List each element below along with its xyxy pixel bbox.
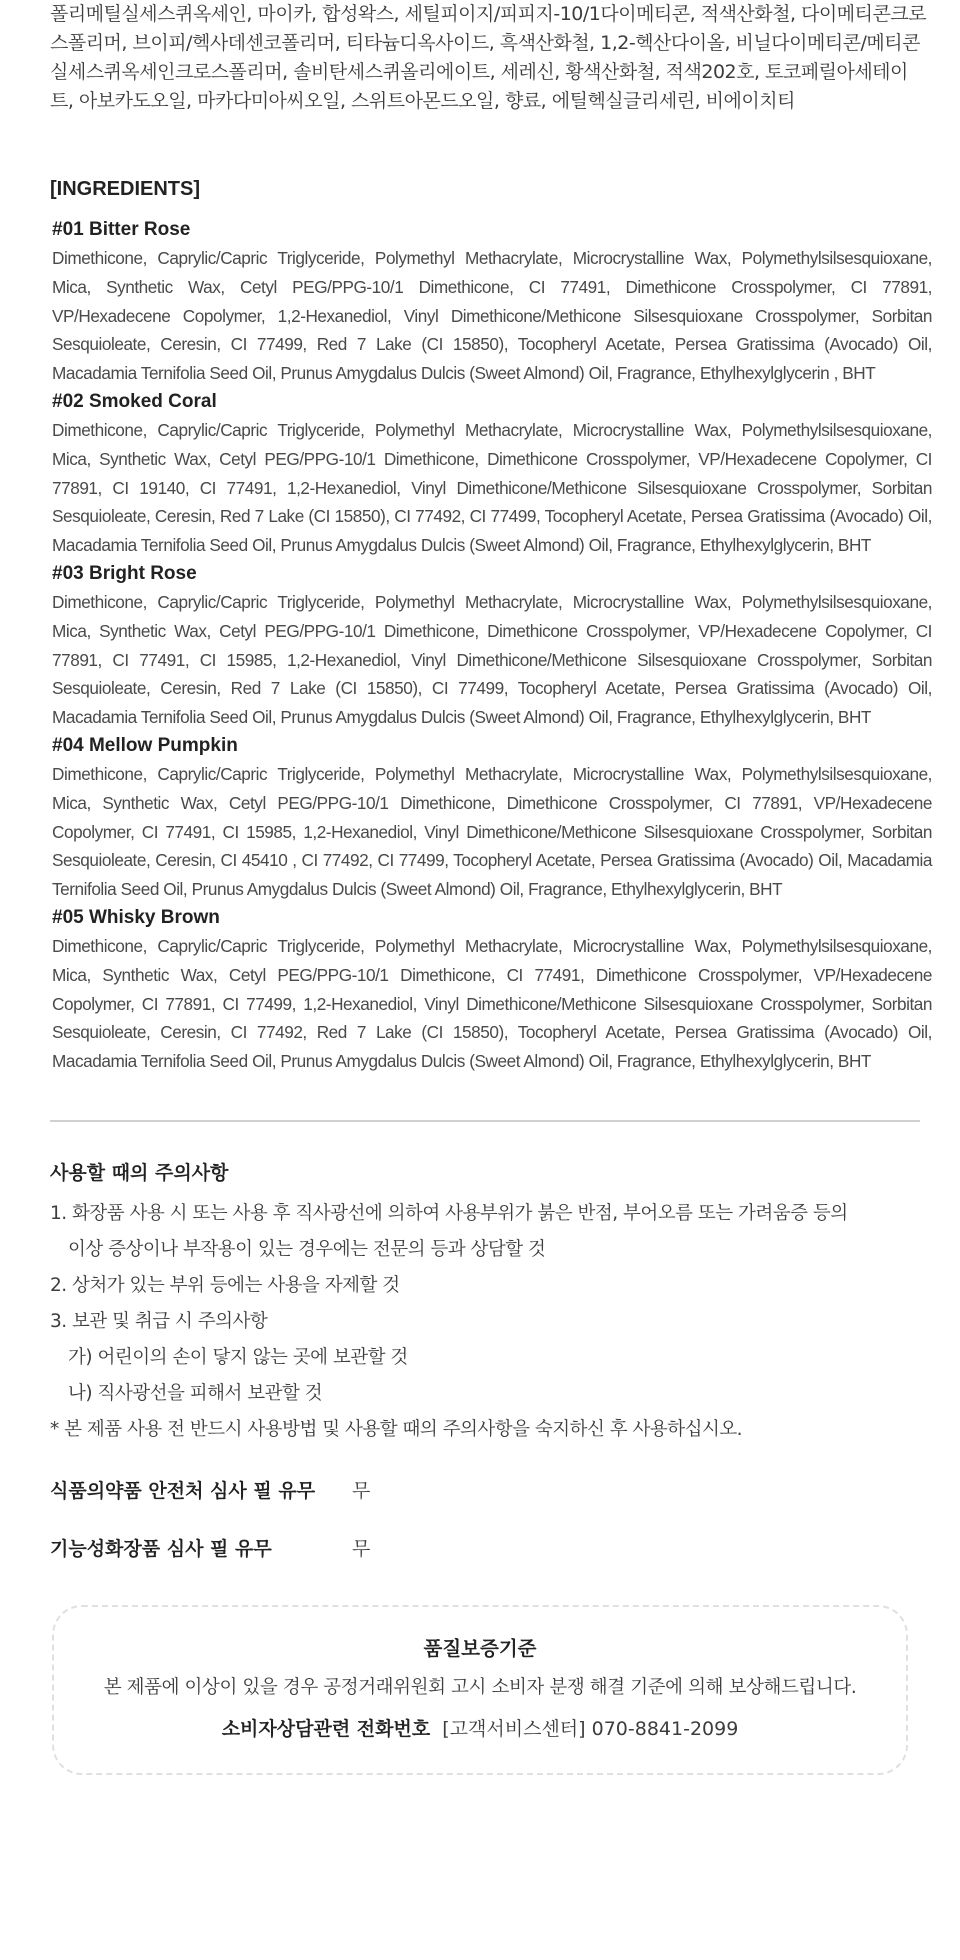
contact-label: 소비자상담관련 전화번호 <box>221 1718 431 1740</box>
precaution-note: * 본 제품 사용 전 반드시 사용방법 및 사용할 때의 주의사항을 숙지하신 후 사용하십시오. <box>50 1419 743 1440</box>
product-ingredients: Dimethicone, Caprylic/Capric Triglyceride, Polymethyl Methacrylate, Microcrystalline Wax, Polymethylsilsesquioxane, Mica, Synthetic Wax, Cetyl PEG/PPG-10/1 Dimethicone, Dimethicone Crosspolymer, CI 77891, VP/Hexadecene Copolymer, CI 77491, CI 15985, 1,2-Hexanediol, Vinyl Dimethicone/Methicone Silsesquioxane Crosspolymer, Sorbitan Sesquioleate, Ceresin, CI 45410 , CI 77492, CI 77499, Tocopheryl Acetate, Persea Gratissima (Avocado) Oil, Macadamia Ternifolia Seed Oil, Prunus Amygdalus Dulcis (Sweet Almond) Oil, Fragrance, Ethylhexylglycerin, BHT <box>52 763 932 900</box>
precautions-list <box>50 1196 930 1448</box>
product-name: #02 Smoked Coral <box>52 390 217 412</box>
quality-guarantee-box <box>52 1605 908 1775</box>
info-label: 기능성화장품 심사 필 유무 <box>50 1538 272 1560</box>
info-row-functional-review <box>50 1534 370 1561</box>
product-section <box>52 732 932 904</box>
product-ingredients: Dimethicone, Caprylic/Capric Triglyceride, Polymethyl Methacrylate, Microcrystalline Wax, Polymethylsilsesquioxane, Mica, Synthetic Wax, Cetyl PEG/PPG-10/1 Dimethicone, Dimethicone Crosspolymer, VP/Hexadecene Copolymer, CI 77891, CI 77491, CI 15985, 1,2-Hexanediol, Vinyl Dimethicone/Methicone Silsesquioxane Crosspolymer, Sorbitan Sesquioleate, Ceresin, Red 7 Lake (CI 15850), CI 77499, Tocopheryl Acetate, Persea Gratissima (Avocado) Oil, Macadamia Ternifolia Seed Oil, Prunus Amygdalus Dulcis (Sweet Almond) Oil, Fragrance, Ethylhexylglycerin, BHT <box>52 591 932 728</box>
ingredients-heading: [INGREDIENTS] <box>50 178 200 200</box>
product-ingredients: Dimethicone, Caprylic/Capric Triglyceride, Polymethyl Methacrylate, Microcrystalline Wax, Polymethylsilsesquioxane, Mica, Synthetic Wax, Cetyl PEG/PPG-10/1 Dimethicone, CI 77491, Dimethicone Crosspolymer, VP/Hexadecene Copolymer, CI 77891, CI 77499, 1,2-Hexanediol, Vinyl Dimethicone/Methicone Silsesquioxane Crosspolymer, Sorbitan Sesquioleate, Ceresin, CI 77492, Red 7 Lake (CI 15850), Tocopheryl Acetate, Persea Gratissima (Avocado) Oil, Macadamia Ternifolia Seed Oil, Prunus Amygdalus Dulcis (Sweet Almond) Oil, Fragrance, Ethylhexylglycerin, BHT <box>52 935 932 1072</box>
precaution-item: 3. 보관 및 취급 시 주의사항 <box>50 1311 268 1332</box>
product-name: #05 Whisky Brown <box>52 906 220 928</box>
precaution-item: 1. 화장품 사용 시 또는 사용 후 직사광선에 의하여 사용부위가 붉은 반점, 부어오름 또는 가려움증 등의 <box>50 1203 848 1224</box>
precaution-item: 2. 상처가 있는 부위 등에는 사용을 자제할 것 <box>50 1275 400 1296</box>
guarantee-description: 본 제품에 이상이 있을 경우 공정거래위원회 고시 소비자 분쟁 해결 기준에 의해 보상해드립니다. <box>103 1677 857 1698</box>
korean-ingredient-list: 폴리메틸실세스퀴옥세인, 마이카, 합성왁스, 세틸피이지/피피지-10/1다이메티콘, 적색산화철, 다이메티콘크로스폴리머, 브이피/헥사데센코폴리머, 티타늄디옥사이드, 흑색산화철, 1,2-헥산다이올, 비닐다이메티콘/메티콘실세스퀴옥세인크로스폴리머, 솔비탄세스퀴올리에이트, 세레신, 황색산화철, 적색202호, 토코페릴아세테이트, 아보카도오일, 마카다미아씨오일, 스위트아몬드오일, 향료, 에틸헥실글리세린, 비에이치티 <box>50 3 927 112</box>
precaution-item-continued: 이상 증상이나 부작용이 있는 경우에는 전문의 등과 상담할 것 <box>68 1239 546 1260</box>
product-ingredients: Dimethicone, Caprylic/Capric Triglyceride, Polymethyl Methacrylate, Microcrystalline Wax, Polymethylsilsesquioxane, Mica, Synthetic Wax, Cetyl PEG/PPG-10/1 Dimethicone, CI 77491, Dimethicone Crosspolymer, CI 77891, VP/Hexadecene Copolymer, 1,2-Hexanediol, Vinyl Dimethicone/Methicone Silsesquioxane Crosspolymer, Sorbitan Sesquioleate, Ceresin, CI 77499, Red 7 Lake (CI 15850), Tocopheryl Acetate, Persea Gratissima (Avocado) Oil, Macadamia Ternifolia Seed Oil, Prunus Amygdalus Dulcis (Sweet Almond) Oil, Fragrance, Ethylhexylglycerin , BHT <box>52 248 932 384</box>
guarantee-contact <box>54 1714 906 1741</box>
product-name: #04 Mellow Pumpkin <box>52 734 238 756</box>
precautions-title: 사용할 때의 주의사항 <box>50 1162 229 1184</box>
section-divider <box>50 1120 920 1122</box>
info-value: 무 <box>352 1538 371 1560</box>
product-ingredients: Dimethicone, Caprylic/Capric Triglyceride, Polymethyl Methacrylate, Microcrystalline Wax, Polymethylsilsesquioxane, Mica, Synthetic Wax, Cetyl PEG/PPG-10/1 Dimethicone, Dimethicone Crosspolymer, VP/Hexadecene Copolymer, CI 77891, CI 19140, CI 77491, 1,2-Hexanediol, Vinyl Dimethicone/Methicone Silsesquioxane Crosspolymer, Sorbitan Sesquioleate, Ceresin, Red 7 Lake (CI 15850), CI 77492, CI 77499, Tocopheryl Acetate, Persea Gratissima (Avocado) Oil, Macadamia Ternifolia Seed Oil, Prunus Amygdalus Dulcis (Sweet Almond) Oil, Fragrance, Ethylhexylglycerin, BHT <box>52 419 932 556</box>
product-section <box>52 560 932 732</box>
product-name: #01 Bitter Rose <box>52 219 191 240</box>
product-section <box>52 388 932 560</box>
contact-phone: [고객서비스센터] 070-8841-2099 <box>442 1718 739 1740</box>
product-section <box>52 904 932 1076</box>
info-label: 식품의약품 안전처 심사 필 유무 <box>50 1480 316 1502</box>
product-ingredient-sections <box>52 216 932 1076</box>
info-row-mfds-review <box>50 1476 370 1503</box>
guarantee-title: 품질보증기준 <box>423 1637 537 1660</box>
product-section <box>52 216 932 388</box>
product-name: #03 Bright Rose <box>52 562 197 584</box>
precaution-subitem: 나) 직사광선을 피해서 보관할 것 <box>68 1383 323 1404</box>
info-value: 무 <box>352 1480 371 1502</box>
precaution-subitem: 가) 어린이의 손이 닿지 않는 곳에 보관할 것 <box>68 1347 408 1368</box>
